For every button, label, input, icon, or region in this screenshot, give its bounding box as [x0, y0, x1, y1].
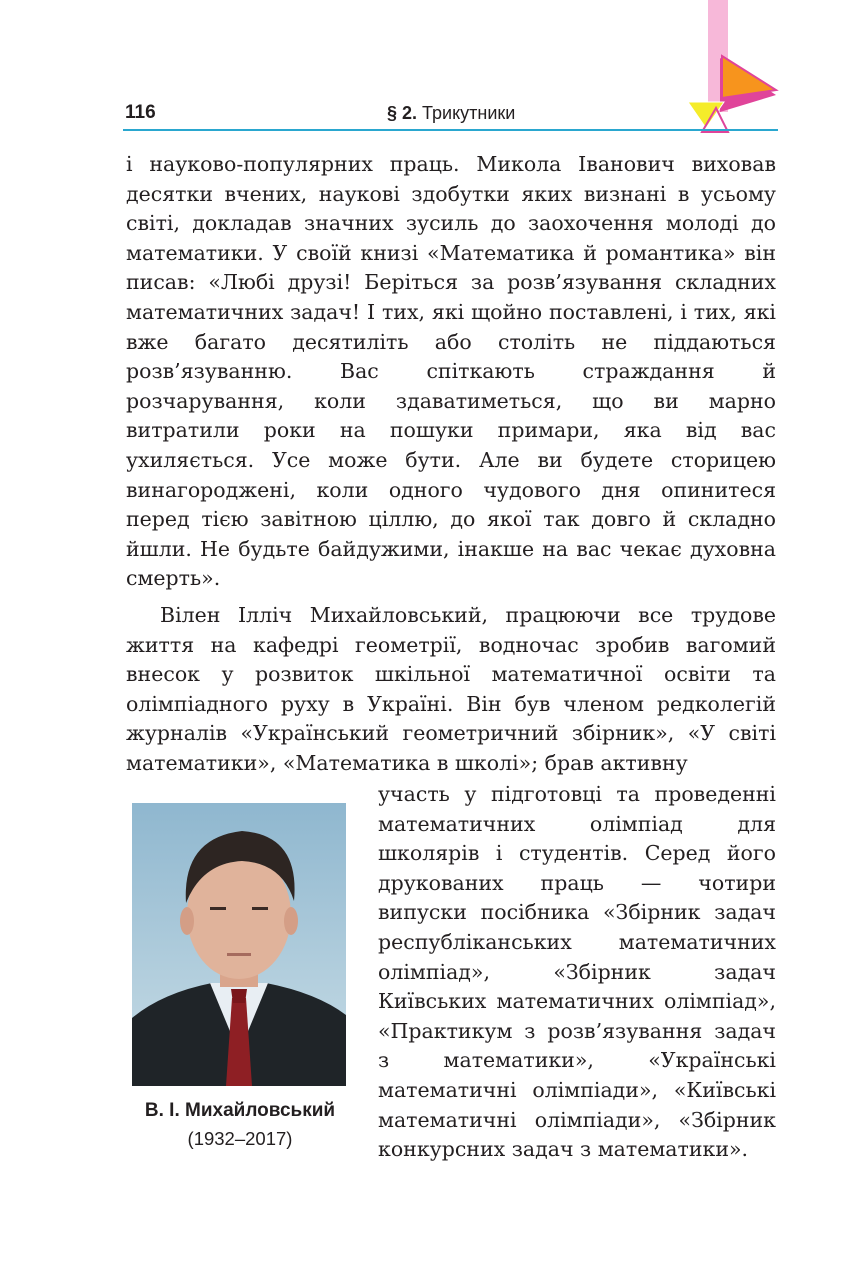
body-paragraph-2-part-1: Вілен Ілліч Михайловський, працюючи все трудове життя на кафедрі геометрії, водночас зробив вагомий внесок у розвиток шкільної математичної освіти та олімпіадного руху в Україні. Він був членом редколегій журналів «Український геометричний збірник», «У світі математики», «Математика в школі»; брав активну: [126, 603, 776, 775]
body-paragraph-2-continued: участь у підготовці та проведенні математичних олімпіад для школярів і студентів. Серед його друкованих праць — чотири випуски посібника «Збірник задач республіканських математичних олімпіад», «Збірник задач Київських математичних олімпіад», «Практикум з розв’язування задач з математики», «Українські математичні олімпіади», «Київські математичні олімпіади», «Збірник конкурсних задач з математики».: [378, 782, 776, 1162]
body-paragraph-2: [126, 601, 776, 779]
photo-caption-name: В. І. Михайловський: [144, 1100, 336, 1121]
section-title: [387, 103, 515, 124]
photo-caption-years: (1932–2017): [187, 1128, 293, 1149]
portrait-photo: [132, 803, 346, 1086]
portrait-image: [132, 803, 346, 1086]
section-name: Трикутники: [422, 103, 516, 123]
header-rule: [123, 129, 778, 131]
page-header: [125, 100, 775, 128]
section-mark: § 2.: [387, 103, 418, 123]
page-number: 116: [125, 102, 156, 123]
body-paragraph-1: і науково-популярних праць. Микола Іванович виховав десятки вчених, наукові здобутки яких визнані в усьому світі, докладав значних зусиль до заохочення молоді до математики. У своїй книзі «Математика й романтика» він писав: «Любі друзі! Беріться за розв’язування складних математичних задач! І тих, які щойно поставлені, і тих, які вже багато десятиліть або століть не піддаються розв’язуванню. Вас спіткають страждання й розчарування, коли здаватиметься, що ви марно витратили роки на пошуки примари, яка від вас ухиляється. Усе може бути. Але ви будете сторицею винагороджені, коли одного чудового дня опинитеся перед тією завітною ціллю, до якої так довго й складно йшли. Не будьте байдужими, інакше на вас чекає духовна смерть».: [126, 152, 776, 591]
